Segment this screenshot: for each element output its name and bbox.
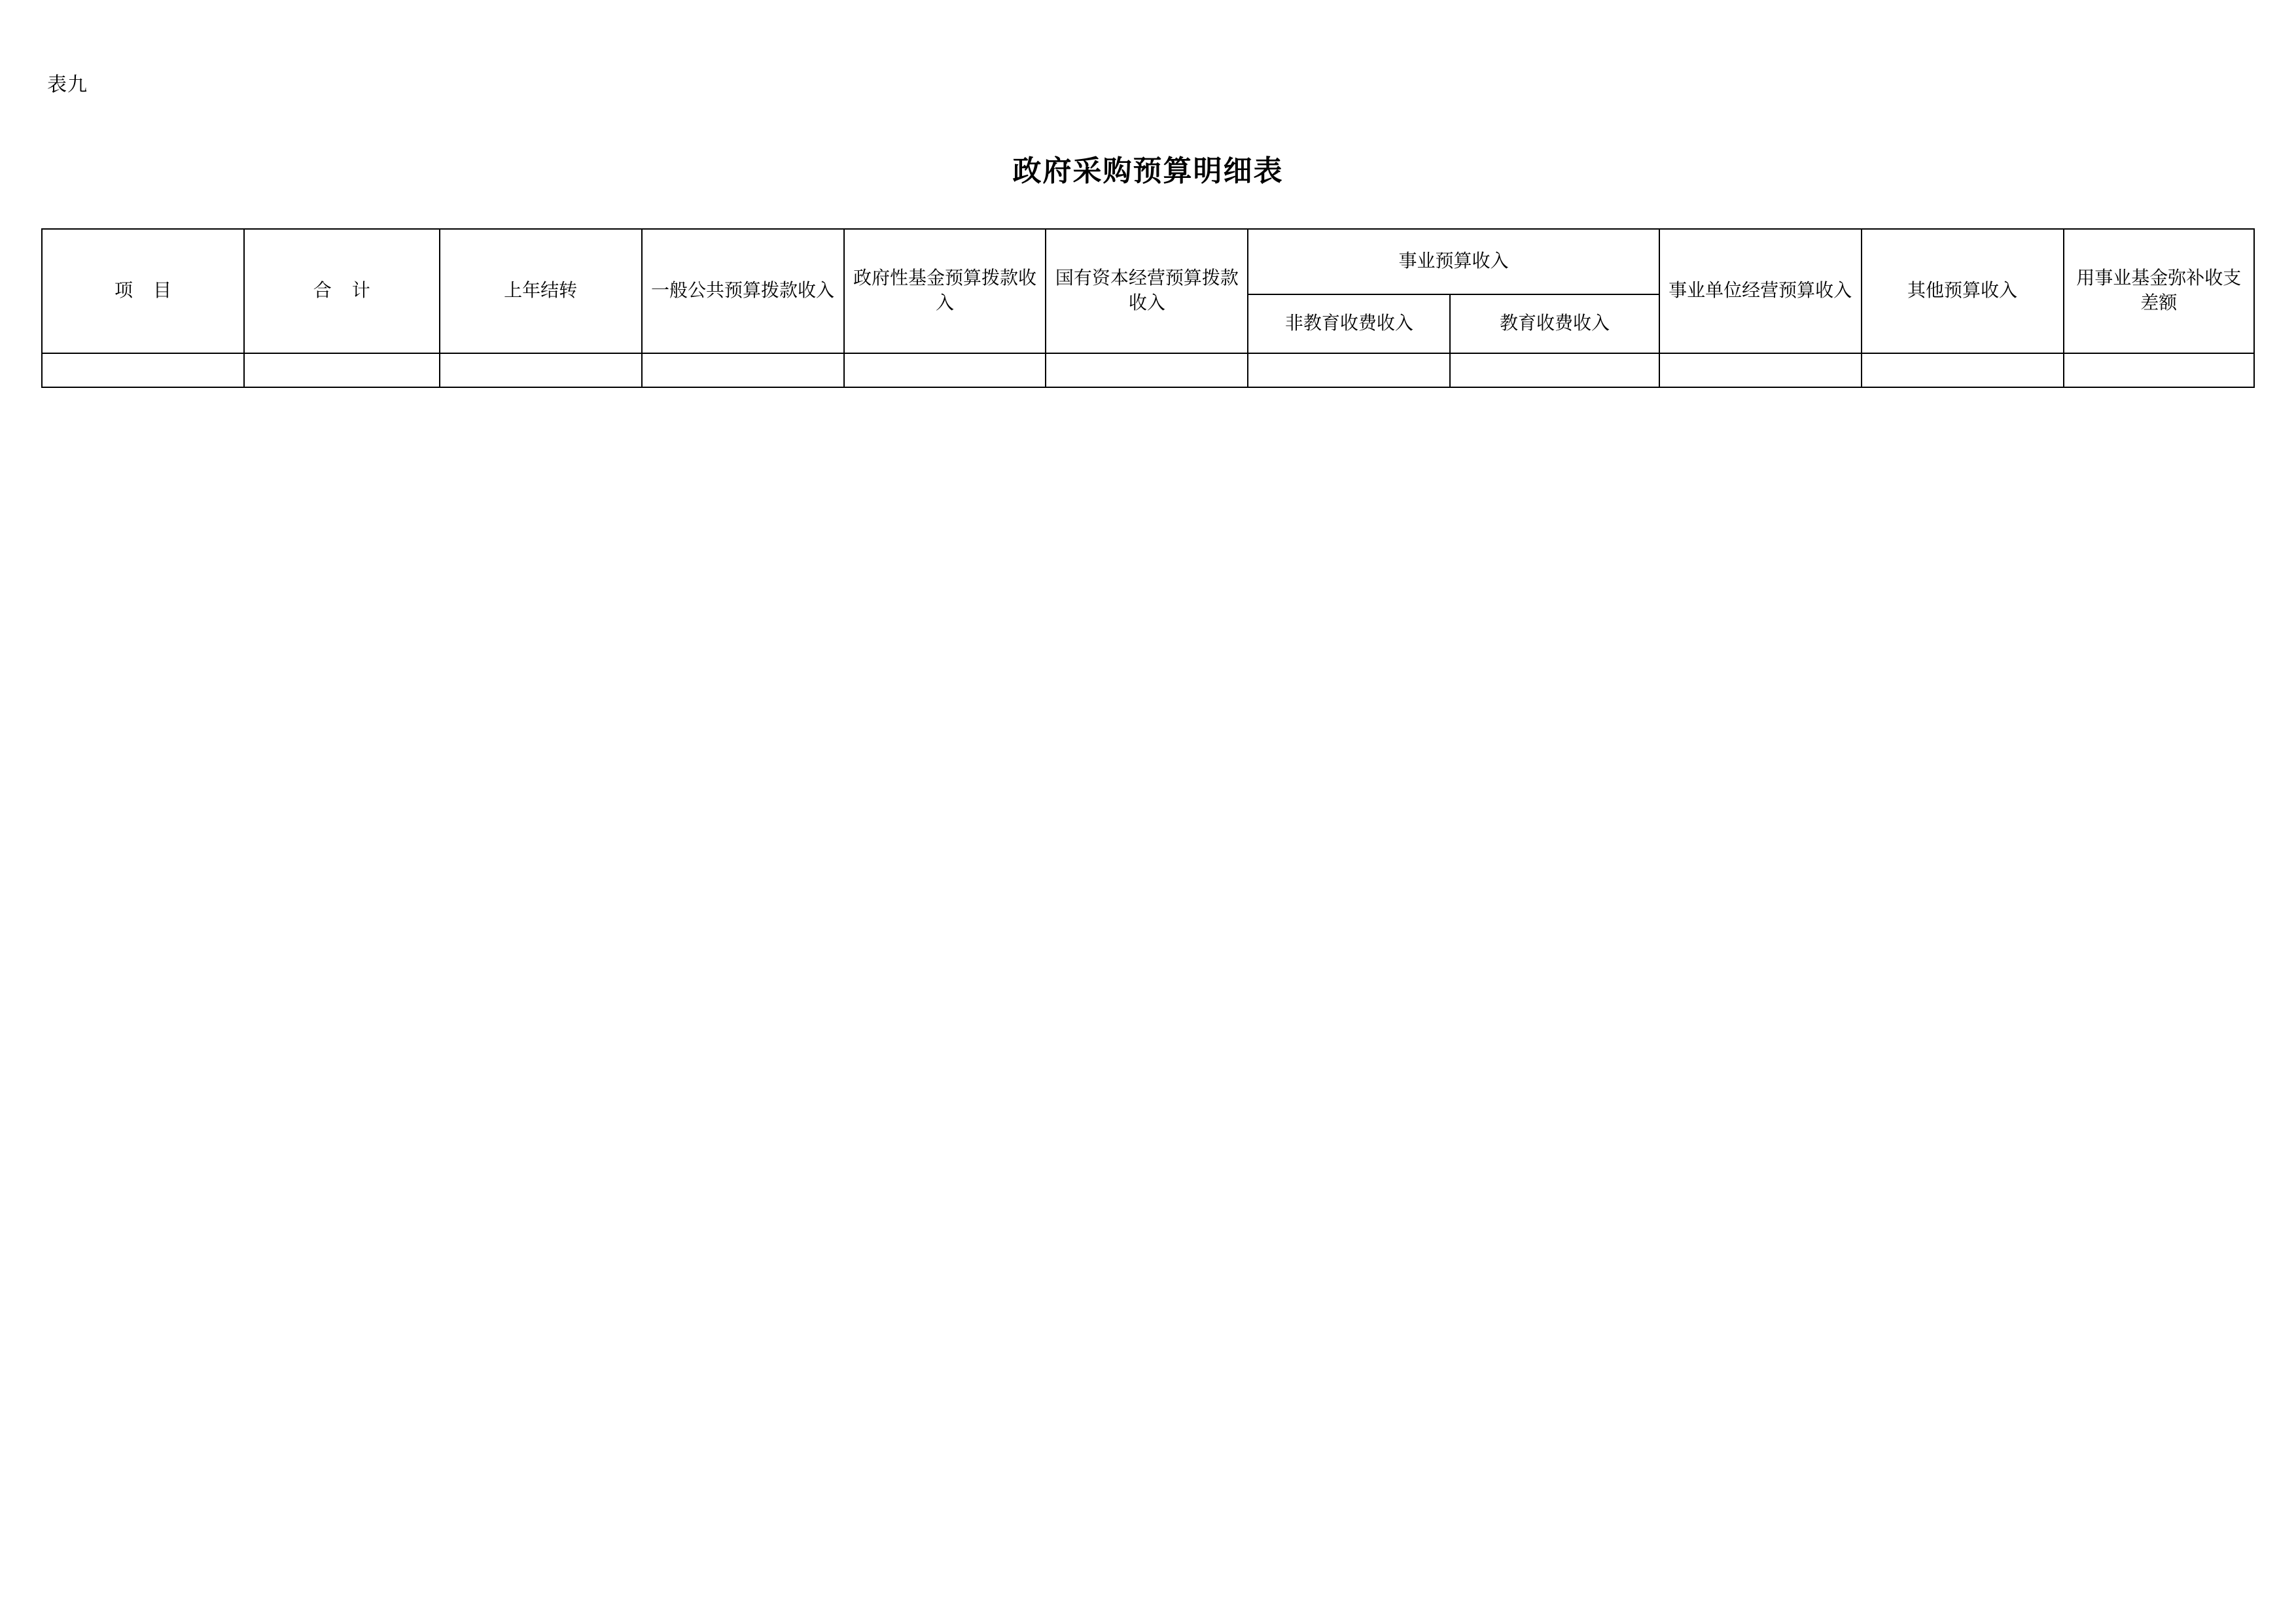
header-non-edu-fee-income-label: 非教育收费收入 [1284,313,1413,334]
cell-fund-offset-balance [2064,353,2254,387]
cell-institution-operating-income [1659,353,1862,387]
header-fund-offset-balance [2064,229,2254,353]
header-edu-fee-income [1450,294,1659,353]
header-total-label: 合 计 [313,281,378,302]
cell-project [42,353,244,387]
header-project-label: 项 目 [114,281,179,302]
header-institution-operating-income-label: 事业单位经营预算收入 [1669,281,1852,302]
header-edu-fee-income-label: 教育收费收入 [1499,313,1610,334]
header-gov-fund-budget [844,229,1046,353]
cell-general-public-budget [642,353,844,387]
table-row [42,353,2254,387]
header-gov-fund-budget-label: 政府性基金预算拨款收入 [853,268,1036,313]
header-general-public-budget-label: 一般公共预算拨款收入 [651,281,835,302]
header-state-capital-budget [1046,229,1248,353]
header-other-budget-income-label: 其他预算收入 [1907,281,2018,302]
cell-state-capital-budget [1046,353,1248,387]
cell-prior-year-carryover [440,353,642,387]
table-header-row-top [42,229,2254,294]
government-procurement-budget-table [41,228,2255,388]
header-prior-year-carryover [440,229,642,353]
header-project [42,229,244,353]
header-general-public-budget [642,229,844,353]
header-prior-year-carryover-label: 上年结转 [504,281,578,302]
cell-non-edu-fee-income [1248,353,1450,387]
sheet-label: 表九 [47,74,88,96]
cell-edu-fee-income [1450,353,1659,387]
header-institution-budget-income-label: 事业预算收入 [1398,251,1509,272]
cell-gov-fund-budget [844,353,1046,387]
header-non-edu-fee-income [1248,294,1450,353]
header-fund-offset-balance-label: 用事业基金弥补收支差额 [2076,268,2242,313]
header-institution-budget-income [1248,229,1659,294]
cell-other-budget-income [1862,353,2064,387]
page-title: 政府采购预算明细表 [1012,155,1284,187]
cell-total [244,353,440,387]
header-state-capital-budget-label: 国有资本经营预算拨款收入 [1055,268,1239,313]
header-institution-operating-income [1659,229,1862,353]
header-other-budget-income [1862,229,2064,353]
header-total [244,229,440,353]
budget-table-wrapper [41,228,2255,388]
